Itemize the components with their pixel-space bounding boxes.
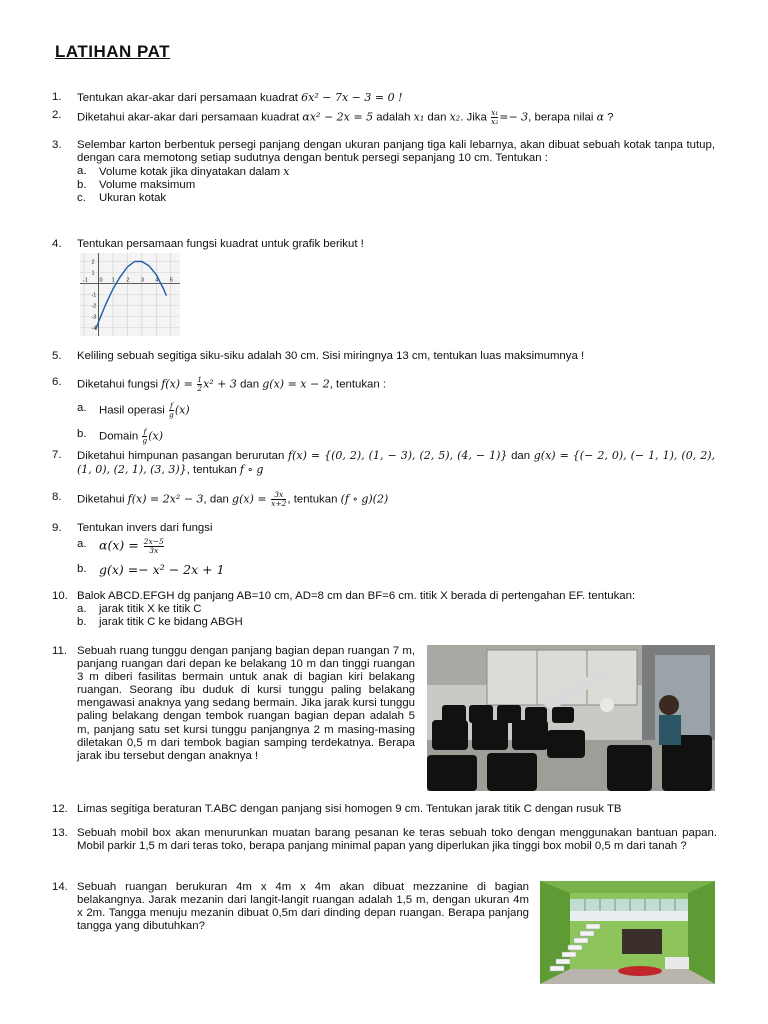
fraction bbox=[142, 428, 147, 445]
denominator: 3x bbox=[144, 546, 164, 555]
question-number: 14. bbox=[52, 881, 68, 893]
equation: (x) bbox=[148, 429, 164, 443]
mezzanine-room-image bbox=[540, 881, 715, 984]
sub-text: jarak titik C ke bidang ABGH bbox=[99, 616, 243, 629]
sub-label: a. bbox=[77, 603, 87, 616]
question-text: Tentukan akar-akar dari persamaan kuadrat bbox=[77, 92, 302, 104]
sub-label: b. bbox=[77, 616, 87, 629]
question-number: 12. bbox=[52, 803, 68, 815]
question-text: . Jika bbox=[460, 111, 490, 124]
waiting-room-image bbox=[427, 645, 715, 791]
x-tick-label: 1 bbox=[111, 277, 115, 284]
sub-item-b bbox=[77, 563, 717, 578]
equation: g(x) = {(− 2, 0), (− 1, 1), (0, 2), (1, 0), (2, 1), (3, 3)} bbox=[77, 449, 715, 477]
x-tick-label: 5 bbox=[169, 277, 173, 284]
question-text: Diketahui himpunan pasangan berurutan bbox=[77, 450, 289, 462]
question-text: Tentukan persamaan fungsi kuadrat untuk grafik berikut ! bbox=[77, 238, 364, 250]
fraction bbox=[144, 538, 164, 555]
denominator: 2 bbox=[197, 384, 203, 393]
question-text: Tentukan invers dari fungsi bbox=[77, 522, 213, 534]
variable: x bbox=[283, 165, 290, 179]
question-text: Diketahui akar-akar dari persamaan kuadrat bbox=[77, 111, 303, 124]
question-text: ? bbox=[604, 111, 614, 124]
x-tick-label: 0 bbox=[99, 277, 103, 284]
question-number: 10. bbox=[52, 590, 68, 602]
question-number: 2. bbox=[52, 109, 62, 121]
question-text: , tentukan : bbox=[329, 378, 387, 391]
sub-label: b. bbox=[77, 179, 87, 192]
sub-item-a bbox=[77, 603, 722, 616]
equation: =− 3 bbox=[499, 110, 529, 124]
equation: α(x) = bbox=[99, 537, 143, 553]
parabola-chart bbox=[80, 253, 180, 336]
y-tick-label: -4 bbox=[91, 325, 97, 332]
question-text: Sebuah ruangan berukuran 4m x 4m x 4m akan dibuat mezzanine di bagian belakangnya. Jarak mezanin dari langit-langit ruangan adalah 1,5 m, dengan ukuran 4m x 2m. Tangga menuju mezanin dibuat 0,5m dari dinding depan ruangan. Berapa panjang tangga yang dibutuhkan? bbox=[77, 881, 529, 933]
equation: f(x) = bbox=[161, 377, 197, 391]
question-number: 11. bbox=[52, 645, 67, 657]
variable: x₁ bbox=[413, 110, 425, 124]
equation: 6x² − 7x − 3 = 0 ! bbox=[301, 91, 403, 104]
question-text: dan bbox=[236, 378, 263, 391]
question-number: 5. bbox=[52, 350, 62, 362]
question-text: , berapa nilai bbox=[528, 111, 597, 124]
numerator: x₁ bbox=[490, 108, 499, 117]
denominator: g bbox=[169, 410, 174, 419]
question-number: 6. bbox=[52, 376, 62, 388]
numerator: 3x bbox=[274, 490, 284, 499]
question-number: 9. bbox=[52, 522, 62, 534]
sub-label: a. bbox=[77, 402, 87, 414]
fraction bbox=[271, 491, 286, 508]
question-text: Diketahui bbox=[77, 493, 128, 506]
sub-text: Volume kotak jika dinyatakan dalam bbox=[99, 166, 284, 179]
equation: αx² − 2x = 5 bbox=[302, 110, 374, 124]
sub-label: a. bbox=[77, 538, 87, 551]
equation: f ∘ g bbox=[239, 463, 264, 477]
sub-item-b bbox=[77, 616, 722, 629]
x-tick-label: 3 bbox=[140, 277, 144, 284]
question-text: Limas segitiga beraturan T.ABC dengan panjang sisi homogen 9 cm. Tentukan jarak titik C dengan rusuk TB bbox=[77, 803, 622, 815]
equation: g(x) = x − 2 bbox=[262, 377, 330, 391]
sub-text: Volume maksimum bbox=[99, 179, 196, 192]
question-text: Sebuah ruang tunggu dengan panjang bagian depan ruangan 7 m, panjang ruangan dari depan ke belakang 10 m dan tinggi ruangan 3 m diberi fasilitas bermain untuk anak di bagian kiri belakang ruangan. Seorang ibu duduk di kursi tunggu paling belakang mengawasi anaknya yang sedang bermain. Jika jarak kursi tunggu paling belakang dengan tembok ruangan bagian depan adalah 5 m, panjang satu set kursi tunggu panjangnya 2 m masing-masing diletakan 0,5 m dari tembok bagian samping terdekatnya. Berapa jarak ibu tersebut dengan anaknya ! bbox=[77, 645, 415, 762]
question-number: 13. bbox=[52, 827, 68, 839]
question-number: 1. bbox=[52, 91, 62, 103]
sub-item-a bbox=[77, 402, 717, 419]
question-text: Diketahui fungsi bbox=[77, 378, 162, 391]
sub-text: Domain bbox=[99, 430, 142, 443]
denominator: x+2 bbox=[271, 499, 287, 508]
question-text: , dan bbox=[203, 493, 233, 506]
sub-label: b. bbox=[77, 428, 87, 440]
x-tick-label: 4 bbox=[155, 277, 159, 284]
fraction bbox=[169, 402, 174, 419]
equation: f(x) = {(0, 2), (1, − 3), (2, 5), (4, − 1)} bbox=[288, 449, 508, 462]
question-text: Balok ABCD.EFGH dg panjang AB=10 cm, AD=8 cm dan BF=6 cm. titik X berada di pertengahan EF. tentukan: bbox=[77, 590, 636, 602]
equation: (x) bbox=[174, 403, 190, 417]
sub-label: a. bbox=[77, 165, 87, 178]
y-tick-label: 1 bbox=[91, 270, 95, 277]
sub-label: c. bbox=[77, 192, 86, 205]
numerator: 2x−5 bbox=[143, 537, 164, 547]
sub-text: Ukuran kotak bbox=[99, 192, 167, 205]
fraction bbox=[197, 376, 202, 393]
x-tick-label: -1 bbox=[83, 277, 88, 284]
question-text: adalah bbox=[373, 111, 414, 124]
question-text: dan bbox=[424, 111, 450, 124]
sub-text: jarak titik X ke titik C bbox=[99, 603, 202, 616]
question-text: Sebuah mobil box akan menurunkan muatan barang pesanan ke teras sebuah toko dengan menggunakan bantuan papan. Mobil parkir 1,5 m dari teras toko, berapa panjang minimal papan yang diperlukan jika tinggi box mobil 0,5 m dari tanah ? bbox=[77, 827, 717, 853]
equation: (f ∘ g)(2) bbox=[340, 492, 389, 506]
y-tick-label: 2 bbox=[91, 259, 95, 266]
question-text: Keliling sebuah segitiga siku-siku adalah 30 cm. Sisi miringnya 13 cm, tentukan luas maksimumnya ! bbox=[77, 350, 585, 362]
sub-item-b bbox=[77, 428, 717, 445]
question-number: 8. bbox=[52, 491, 62, 503]
sub-item-b bbox=[77, 179, 715, 192]
y-tick-label: -3 bbox=[91, 314, 97, 321]
question-number: 7. bbox=[52, 449, 62, 461]
denominator: g bbox=[142, 436, 148, 445]
question-text: Selembar karton berbentuk persegi panjang dengan ukuran panjang tiga kali lebarnya, akan dibuat sebuah kotak tanpa tutup, dengan cara memotong setiap sudutnya dengan bentuk persegi sepanjang 10 cm. Tentukan : bbox=[77, 139, 715, 165]
question-number: 3. bbox=[52, 139, 62, 151]
fraction bbox=[491, 109, 498, 126]
equation: g(x) =− x² − 2x + 1 bbox=[99, 562, 225, 578]
equation: g(x) = bbox=[232, 492, 271, 506]
question-number: 4. bbox=[52, 238, 62, 250]
sub-item-c bbox=[77, 192, 715, 205]
sub-text: Hasil operasi bbox=[99, 404, 169, 417]
sub-item-a bbox=[77, 165, 715, 179]
sub-label: b. bbox=[77, 563, 87, 576]
equation: f(x) = 2x² − 3 bbox=[127, 492, 204, 506]
question-text: , tentukan bbox=[287, 493, 341, 506]
numerator: f bbox=[143, 427, 147, 436]
variable: α bbox=[596, 110, 604, 124]
x-tick-label: 2 bbox=[126, 277, 130, 284]
denominator: x₂ bbox=[490, 117, 499, 126]
page-title: LATIHAN PAT bbox=[55, 42, 171, 61]
equation: x² + 3 bbox=[203, 377, 237, 391]
question-text: dan bbox=[507, 450, 534, 462]
y-tick-label: -2 bbox=[91, 303, 97, 310]
y-tick-label: -1 bbox=[91, 292, 97, 299]
numerator: 1 bbox=[197, 375, 203, 384]
variable: x₂ bbox=[449, 110, 461, 124]
question-text: , tentukan bbox=[186, 464, 240, 477]
sub-item-a bbox=[77, 538, 717, 555]
numerator: f bbox=[170, 401, 173, 410]
